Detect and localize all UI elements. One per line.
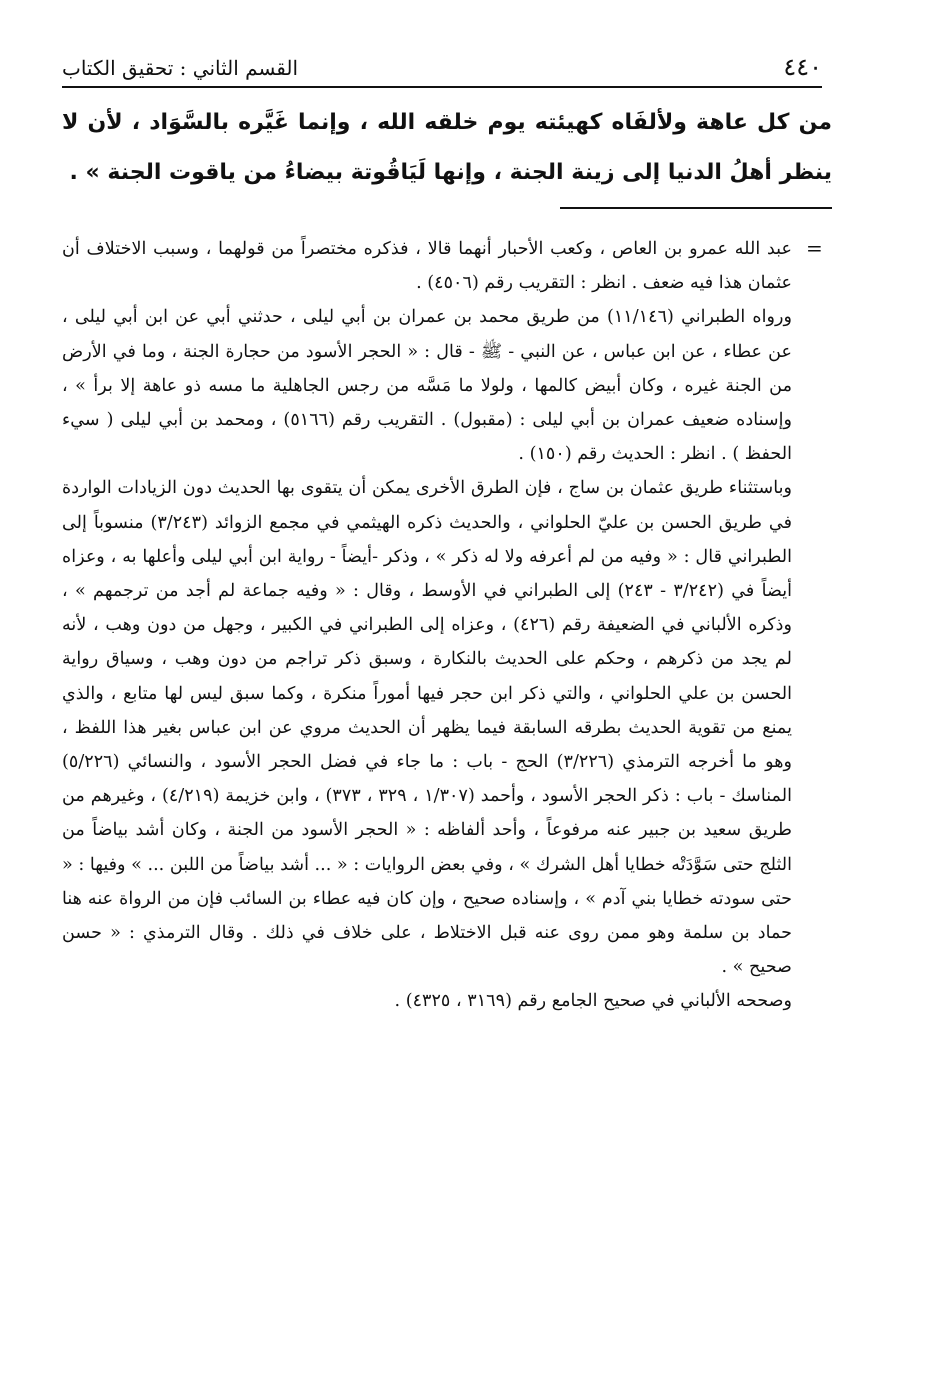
main-paragraph: من كل عاهة ولألفَاه كهيئته يوم خلقه الله ، وإنما غَيَّره بالسَّوَاد ، لأن لا ينظر أهلُ الدنيا إلى زينة الجنة ، وإنها لَيَاقُوتة بيضاءُ من ياقوت الجنة » .: [62, 110, 832, 185]
footnote-paragraph: وصححه الألباني في صحيح الجامع رقم (٣١٦٩ ، ٤٣٢٥) .: [394, 991, 792, 1012]
footnote-separator: [560, 207, 832, 209]
page-number: ٤٤٠: [783, 53, 822, 81]
footnote-continuation-mark: =: [806, 236, 823, 260]
page-header: [62, 52, 822, 88]
footnote-paragraph: وباستثناء طريق عثمان بن ساج ، فإن الطرق الأخرى يمكن أن يتقوى بها الحديث دون الزيادات الواردة في طريق الحسن بن عليّ الحلواني ، والحديث ذكره الهيثمي في مجمع الزوائد (٣/٢٤٣) منسوباً إلى الطبراني قال : « وفيه من لم أعرفه ولا له ذكر » ، وذكر -أيضاً - رواية ابن أبي ليلى وأعلها به ، وعزاه أيضاً في (٣/٢٤٢ - ٢٤٣) إلى الطبراني في الأوسط ، وقال : « وفيه جماعة لم أجد من ترجمهم » ، وذكره الألباني في الضعيفة رقم (٤٢٦) ، وعزاه إلى الطبراني في الكبير ، وجهل من دون وهب ، لأنه لم يجد من ذكرهم ، وحكم على الحديث بالنكارة ، وسبق ذكر تراجم من دون وهب ، وسياق رواية الحسن بن علي الحلواني ، والتي ذكر ابن حجر فيها أموراً منكرة ، وكما سبق ليس لها متابع ، والذي يمنع من تقوية الحديث بطرقه السابقة فيما يظهر أن الحديث مروي عن ابن عباس بغير هذا اللفظ ، وهو ما أخرجه الترمذي (٣/٢٢٦) الحج - باب : ما جاء في فضل الحجر الأسود ، والنسائي (٥/٢٢٦) المناسك - باب : ذكر الحجر الأسود ، وأحمد (١/٣٠٧ ، ٣٢٩ ، ٣٧٣) ، وابن خزيمة (٤/٢١٩) ، وغيرهم من طريق سعيد بن جبير عنه مرفوعاً ، وأحد ألفاظه : « الحجر الأسود من الجنة ، وكان أشد بياضاً من الثلج حتى سَوَّدَتْه خطايا أهل الشرك » ، وفي بعض الروايات : « ... أشد بياضاً من اللبن ... » وفيها : « حتى سودته خطايا بني آدم » ، وإسناده صحيح ، وإن كان فيه عطاء بن السائب فإن من الرواة عنه هنا حماد بن سلمة وهو ممن روى عنه قبل الاختلاط ، على خلاف في ذلك . وقال الترمذي : « حسن صحيح » .: [61, 478, 792, 978]
footnote-paragraph: ورواه الطبراني (١١/١٤٦) من طريق محمد بن عمران بن أبي ليلى ، حدثني أبي عن ابن أبي ليلى ، عن عطاء ، عن ابن عباس ، عن النبي - ﷺ - قال : « الحجر الأسود من حجارة الجنة ، وما في الأرض من الجنة غيره ، وكان أبيض كالمها ، ولولا ما مَسَّه من رجس الجاهلية ما مسه ذو عاهة إلا برأ » ، وإسناده ضعيف عمران بن أبي ليلى : (مقبول) . التقريب رقم (٥١٦٦) ، ومحمد بن أبي ليلى ( سيء الحفظ ) . انظر : الحديث رقم (١٥٠) .: [62, 307, 792, 465]
footnotes: [62, 232, 792, 1019]
running-title: القسم الثاني : تحقيق الكتاب: [62, 56, 299, 80]
header-rule: [62, 86, 822, 88]
footnote-paragraph: عبد الله عمرو بن العاص ، وكعب الأحبار أنهما قالا ، فذكره مختصراً من قولهما ، وسبب الاختلاف أن عثمان هذا فيه ضعف . انظر : التقريب رقم (٤٥٠٦) .: [62, 239, 792, 294]
main-text: [62, 98, 832, 198]
